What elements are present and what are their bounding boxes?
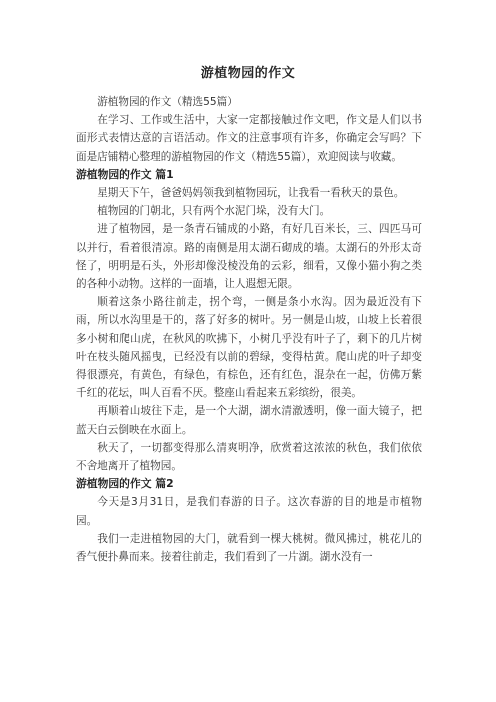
intro-paragraph: 在学习、工作或生活中，大家一定都接触过作文吧，作文是人们以书面形式表情达意的言语活动。作文的注意事项有许多，你确定会写吗？下面是店铺精心整理的游植物园的作文（精选55篇），欢迎阅读与收藏。 [76, 114, 422, 163]
document-body [76, 93, 422, 566]
paragraph: 进了植物园，是一条青石铺成的小路，有好几百米长，三、四匹马可以并行，看着很清凉。路的南侧是用太湖石砌成的墙。太湖石的外形太奇怪了，明明是石头，外形却像没棱没角的云彩，细看，又像小猫小狗之类的各种小动物。这样的一面墙，让人遐想无限。 [76, 223, 422, 291]
paragraph: 植物园的门朝北，只有两个水泥门垛，没有大门。 [97, 205, 331, 218]
paragraph: 我们一走进植物园的大门，就看到一棵大桃树。微风拂过，桃花儿的香气便扑鼻而来。接着往前走，我们看到了一片湖。湖水没有一 [76, 532, 422, 564]
section-heading-1: 游植物园的作文 篇1 [76, 167, 174, 181]
section-heading-2: 游植物园的作文 篇2 [76, 477, 174, 491]
paragraph: 今天是3月31日，是我们春游的日子。这次春游的目的地是市植物园。 [76, 496, 422, 527]
document-subtitle: 游植物园的作文（精选55篇） [97, 96, 238, 108]
document-title: 游植物园的作文 [200, 66, 296, 81]
paragraph: 顺着这条小路往前走，拐个弯，一侧是条小水沟。因为最近没有下雨，所以水沟里是干的，落了好多的树叶。另一侧是山坡，山坡上长着很多小树和爬山虎，在秋风的吹拂下，小树几乎没有叶子了，剩下的几片树叶在枝头随风摇曳，已经没有以前的碧绿，变得枯黄。爬山虎的叶子却变得很漂亮，有黄色，有绿色，有棕色，还有红色，混杂在一起，仿佛万紫千红的花坛，叫人百看不厌。整座山看起来五彩缤纷，很美。 [76, 296, 422, 400]
paragraph: 星期天下午，爸爸妈妈领我到植物园玩，让我看一看秋天的景色。 [97, 187, 405, 200]
paragraph: 秋天了，一切都变得那么清爽明净，欣赏着这浓浓的秋色，我们依依不舍地离开了植物园。 [76, 441, 422, 473]
paragraph: 再顺着山坡往下走，是一个大湖，湖水清澈透明，像一面大镜子，把蓝天白云倒映在水面上。 [76, 405, 422, 436]
